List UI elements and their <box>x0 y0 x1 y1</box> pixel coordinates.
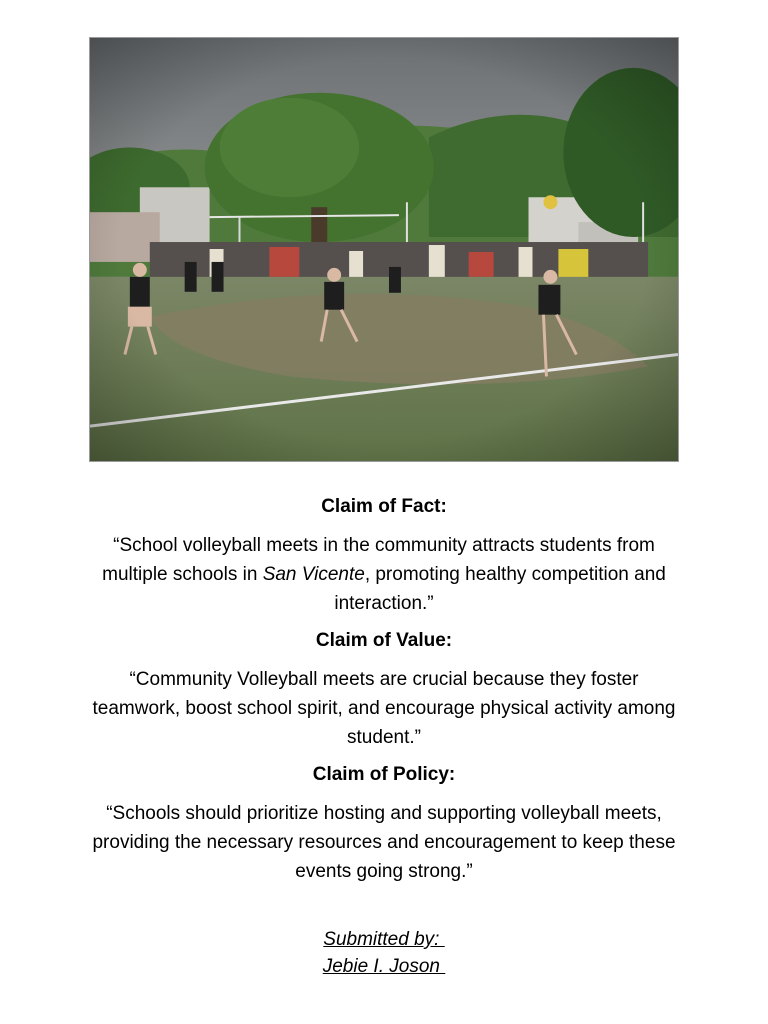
claim-of-fact-text-part2: , promoting healthy competition and interaction.” <box>334 564 666 614</box>
submitted-by-label: Submitted by: <box>323 929 445 950</box>
claim-of-fact-heading: Claim of Fact: <box>321 496 447 517</box>
signature-block <box>90 926 678 980</box>
claim-of-policy-text: “Schools should prioritize hosting and supporting volleyball meets, providing the necessary resources and encouragement to keep these events going strong.” <box>92 803 676 882</box>
volleyball-game-photo-icon <box>90 38 678 461</box>
claim-of-policy-heading: Claim of Policy: <box>312 764 456 785</box>
claim-of-value-heading: Claim of Value: <box>315 630 453 651</box>
claims-section <box>90 492 678 894</box>
author-name: Jebie I. Joson <box>322 956 446 977</box>
claim-of-value-text: “Community Volleyball meets are crucial because they foster teamwork, boost school spirit, and encourage physical activity among student.” <box>92 669 676 748</box>
volleyball-photo <box>89 37 679 462</box>
claim-of-fact-text-part1: “School volleyball meets in the community attracts students from multiple schools in <box>102 535 655 585</box>
claim-of-fact-text <box>90 531 678 618</box>
place-name: San Vicente <box>262 564 365 585</box>
